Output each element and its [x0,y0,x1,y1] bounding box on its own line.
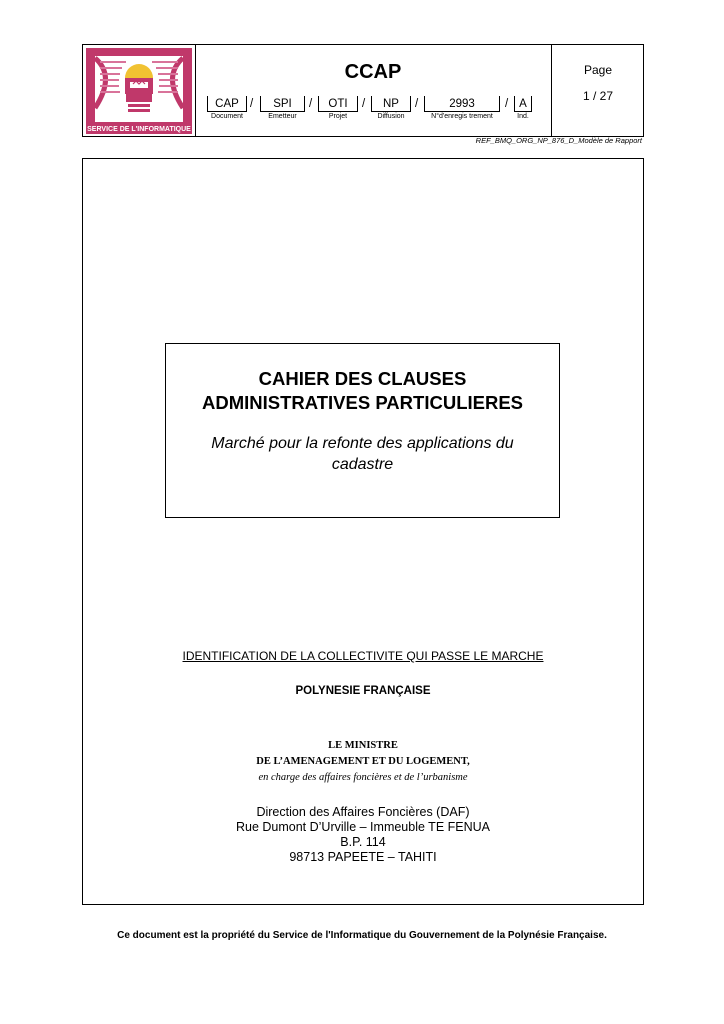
main-title-line1: CAHIER DES CLAUSES [258,368,467,389]
logo-cell [83,45,196,136]
code-value: NP [371,96,411,112]
code-emetteur [260,96,305,120]
page-cell [552,45,644,136]
address-block [82,805,644,865]
document-codes [195,96,551,126]
main-title-line2: ADMINISTRATIVES PARTICULIERES [201,392,524,413]
code-projet [318,96,358,120]
footer-notice: Ce document est la propriété du Service de l'Informatique du Gouvernement de la Polynésie Française. [117,930,607,941]
ministre-block [82,738,644,786]
code-document [207,96,247,120]
code-label: Document [211,113,243,120]
subtitle-line1: Marché pour la refonte des applications du [211,435,514,452]
code-label: Projet [328,113,348,120]
ministre-line3: en charge des affaires foncières et de l’urbanisme [258,772,468,783]
document-reference: REF_BMQ_ORG_NP_876_D_Modèle de Rapport [475,136,642,145]
address-line: Rue Dumont D’Urville – Immeuble TE FENUA [235,820,490,834]
code-value: OTI [318,96,358,112]
address-line: B.P. 114 [340,835,386,849]
code-value: SPI [260,96,305,112]
entity-name: POLYNESIE FRANÇAISE [295,685,431,697]
code-value: 2993 [424,96,500,112]
code-value: CAP [207,96,247,112]
logo-text: SERVICE DE L'INFORMATIQUE [87,126,191,133]
code-label: N°d'enregis trement [431,113,493,120]
code-value: A [514,96,532,112]
code-enregistrement [424,96,500,120]
title-cell [195,45,552,136]
ministre-line2: DE L’AMENAGEMENT ET DU LOGEMENT, [256,756,470,767]
page-number: 1 / 27 [582,89,614,103]
code-separator: / [415,98,419,110]
subtitle-line2: cadastre [331,456,394,473]
subtitle [166,433,559,475]
code-separator: / [309,98,313,110]
main-title [166,367,559,415]
content-frame [82,158,644,905]
code-label: Ind. [517,113,529,120]
code-label: Emetteur [268,113,297,120]
service-informatique-logo [86,48,192,134]
code-separator: / [250,98,254,110]
document-title: CCAP [344,61,402,83]
address-line: Direction des Affaires Foncières (DAF) [256,805,470,819]
code-separator: / [362,98,366,110]
identification-heading: IDENTIFICATION DE LA COLLECTIVITE QUI PASSE LE MARCHE [182,649,544,663]
ministre-line1: LE MINISTRE [328,740,398,751]
page-label: Page [583,63,613,77]
code-label: Diffusion [377,113,405,120]
document-header [82,44,644,137]
code-indice [514,96,532,120]
code-diffusion [371,96,411,120]
code-separator: / [505,98,509,110]
address-line: 98713 PAPEETE – TAHITI [289,850,437,864]
title-box [165,343,560,518]
